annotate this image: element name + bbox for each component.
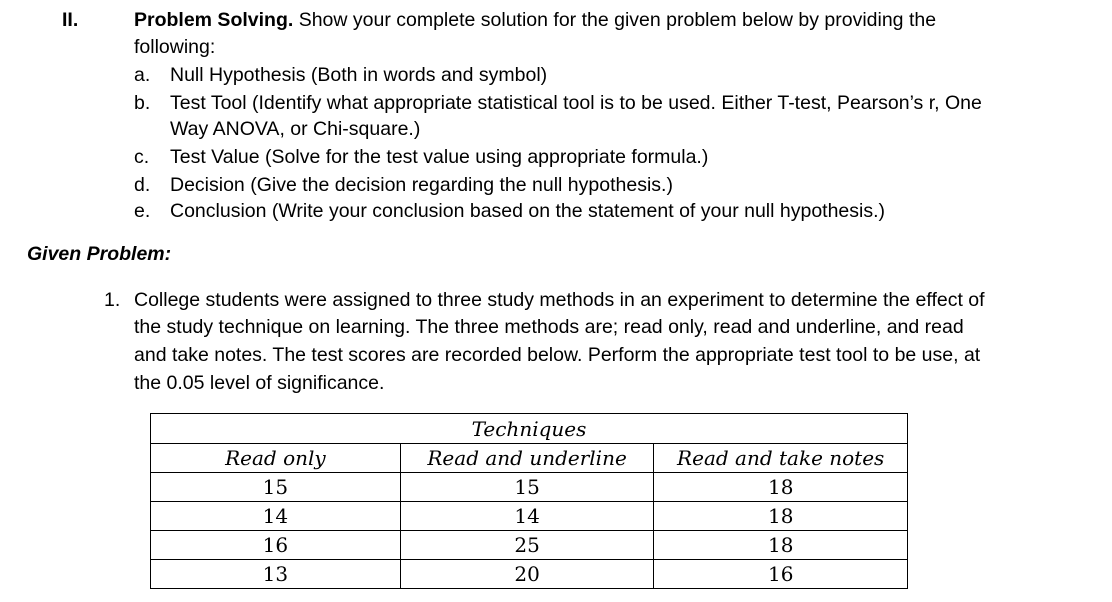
- problem-line-4: the 0.05 level of significance.: [134, 372, 385, 394]
- table-cell: 20: [400, 560, 654, 589]
- table-cell: 18: [654, 502, 908, 531]
- table-cell: 16: [151, 531, 401, 560]
- table-cell: 18: [654, 531, 908, 560]
- table-cell: 15: [151, 473, 401, 502]
- section-title-rest: Show your complete solution for the given problem below by providing the: [293, 9, 937, 31]
- problem-line-3: and take notes. The test scores are recorded below. Perform the appropriate test tool to be use, at: [134, 344, 981, 366]
- given-problem-label: Given Problem:: [27, 243, 172, 265]
- section-roman-numeral: II.: [62, 9, 79, 31]
- list-item-e-text: Conclusion (Write your conclusion based on the statement of your null hypothesis.): [170, 200, 886, 222]
- list-item-b-text-cont: Way ANOVA, or Chi-square.): [170, 118, 421, 140]
- list-item-d-text: Decision (Give the decision regarding the null hypothesis.): [170, 174, 673, 196]
- problem-number: 1.: [104, 289, 121, 311]
- section-heading-continued: following:: [134, 36, 216, 58]
- table-cell: 13: [151, 560, 401, 589]
- scores-table: [150, 413, 908, 589]
- section-heading: [134, 9, 936, 32]
- list-item-a-text: Null Hypothesis (Both in words and symbol): [170, 64, 548, 86]
- list-item-e-letter: e.: [134, 200, 151, 222]
- table-cell: 16: [654, 560, 908, 589]
- problem-line-1: College students were assigned to three study methods in an experiment to determine the effect of: [134, 289, 985, 311]
- table-title: Techniques: [151, 414, 908, 444]
- table-cell: 25: [400, 531, 654, 560]
- table-row: [151, 502, 908, 531]
- table-cell: 14: [400, 502, 654, 531]
- table-row: [151, 473, 908, 502]
- table-row: [151, 560, 908, 589]
- column-header-read-only: Read only: [151, 444, 401, 473]
- table-header-row: [151, 444, 908, 473]
- table-cell: 15: [400, 473, 654, 502]
- list-item-c-text: Test Value (Solve for the test value using appropriate formula.): [170, 146, 709, 168]
- list-item-c-letter: c.: [134, 146, 150, 168]
- section-title-bold: Problem Solving.: [134, 9, 294, 31]
- table-title-row: [151, 414, 908, 444]
- column-header-read-and-take-notes: Read and take notes: [654, 444, 908, 473]
- table-row: [151, 531, 908, 560]
- list-item-b-text: Test Tool (Identify what appropriate statistical tool is to be used. Either T-test, Pearson’s r, One: [170, 92, 982, 114]
- list-item-d-letter: d.: [134, 174, 151, 196]
- column-header-read-and-underline: Read and underline: [400, 444, 654, 473]
- list-item-a-letter: a.: [134, 64, 151, 86]
- problem-line-2: the study technique on learning. The three methods are; read only, read and underline, and read: [134, 316, 964, 338]
- table-cell: 14: [151, 502, 401, 531]
- list-item-b-letter: b.: [134, 92, 151, 114]
- table-cell: 18: [654, 473, 908, 502]
